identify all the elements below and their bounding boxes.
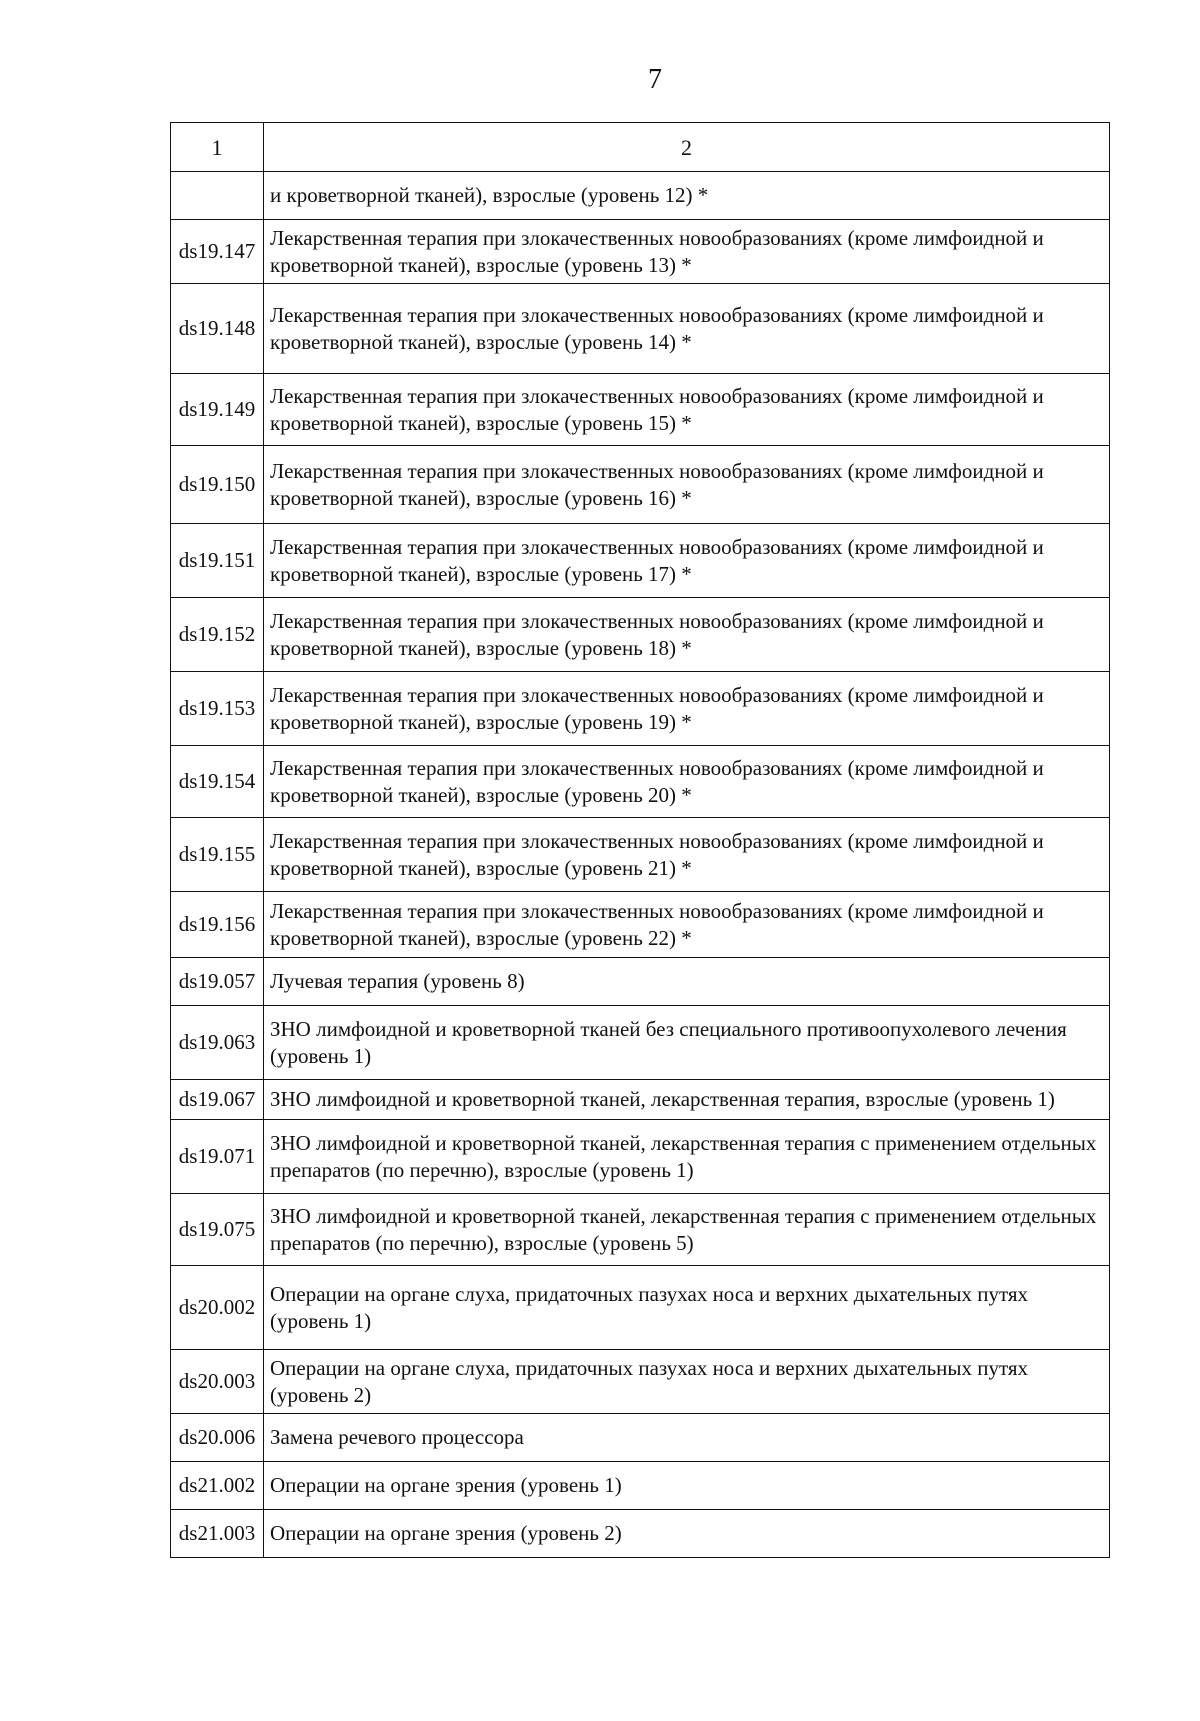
row-code — [171, 172, 264, 220]
row-code: ds19.154 — [171, 746, 264, 818]
row-code: ds19.067 — [171, 1080, 264, 1120]
table-row — [171, 284, 1110, 374]
row-text: Лучевая терапия (уровень 8) — [264, 958, 1110, 1006]
row-text: Лекарственная терапия при злокачественных новообразованиях (кроме лимфоидной и кроветворной тканей), взрослые (уровень 20) * — [264, 746, 1110, 818]
row-text: Лекарственная терапия при злокачественных новообразованиях (кроме лимфоидной и кроветворной тканей), взрослые (уровень 19) * — [264, 672, 1110, 746]
row-code: ds19.057 — [171, 958, 264, 1006]
row-code: ds19.155 — [171, 818, 264, 892]
table-row — [171, 1462, 1110, 1510]
column-header-1: 1 — [171, 123, 264, 172]
row-text: и кроветворной тканей), взрослые (уровень 12) * — [264, 172, 1110, 220]
table-row — [171, 1266, 1110, 1350]
row-text: Лекарственная терапия при злокачественных новообразованиях (кроме лимфоидной и кроветворной тканей), взрослые (уровень 13) * — [264, 220, 1110, 284]
row-text: Лекарственная терапия при злокачественных новообразованиях (кроме лимфоидной и кроветворной тканей), взрослые (уровень 17) * — [264, 524, 1110, 598]
table-row — [171, 1194, 1110, 1266]
row-text: Лекарственная терапия при злокачественных новообразованиях (кроме лимфоидной и кроветворной тканей), взрослые (уровень 14) * — [264, 284, 1110, 374]
table-row — [171, 958, 1110, 1006]
column-header-2: 2 — [264, 123, 1110, 172]
table-row — [171, 1006, 1110, 1080]
row-code: ds21.002 — [171, 1462, 264, 1510]
row-text: Лекарственная терапия при злокачественных новообразованиях (кроме лимфоидной и кроветворной тканей), взрослые (уровень 18) * — [264, 598, 1110, 672]
row-text: Лекарственная терапия при злокачественных новообразованиях (кроме лимфоидной и кроветворной тканей), взрослые (уровень 16) * — [264, 446, 1110, 524]
row-code: ds19.147 — [171, 220, 264, 284]
row-text: Лекарственная терапия при злокачественных новообразованиях (кроме лимфоидной и кроветворной тканей), взрослые (уровень 15) * — [264, 374, 1110, 446]
table-row — [171, 1120, 1110, 1194]
row-code: ds20.006 — [171, 1414, 264, 1462]
page-number: 7 — [648, 64, 662, 95]
row-code: ds19.153 — [171, 672, 264, 746]
row-code: ds19.156 — [171, 892, 264, 958]
row-code: ds19.149 — [171, 374, 264, 446]
row-code: ds19.151 — [171, 524, 264, 598]
table-row — [171, 1414, 1110, 1462]
table-row — [171, 172, 1110, 220]
row-text: Операции на органе зрения (уровень 1) — [264, 1462, 1110, 1510]
row-code: ds21.003 — [171, 1510, 264, 1558]
table-row — [171, 892, 1110, 958]
row-text: Операции на органе слуха, придаточных пазухах носа и верхних дыхательных путях (уровень 1) — [264, 1266, 1110, 1350]
tariff-table — [170, 122, 1110, 1558]
row-code: ds20.003 — [171, 1350, 264, 1414]
table-row — [171, 220, 1110, 284]
table-row — [171, 524, 1110, 598]
table-row — [171, 1080, 1110, 1120]
row-text: ЗНО лимфоидной и кроветворной тканей без специального противоопухолевого лечения (уровень 1) — [264, 1006, 1110, 1080]
table-row — [171, 672, 1110, 746]
row-text: Замена речевого процессора — [264, 1414, 1110, 1462]
table-row — [171, 598, 1110, 672]
row-text: Операции на органе зрения (уровень 2) — [264, 1510, 1110, 1558]
row-code: ds19.152 — [171, 598, 264, 672]
table-row — [171, 818, 1110, 892]
table-row — [171, 1350, 1110, 1414]
table-row — [171, 374, 1110, 446]
table-row — [171, 1510, 1110, 1558]
row-text: ЗНО лимфоидной и кроветворной тканей, лекарственная терапия с применением отдельных препаратов (по перечню), взрослые (уровень 1) — [264, 1120, 1110, 1194]
row-code: ds20.002 — [171, 1266, 264, 1350]
row-text: Лекарственная терапия при злокачественных новообразованиях (кроме лимфоидной и кроветворной тканей), взрослые (уровень 22) * — [264, 892, 1110, 958]
row-code: ds19.148 — [171, 284, 264, 374]
row-code: ds19.063 — [171, 1006, 264, 1080]
row-code: ds19.071 — [171, 1120, 264, 1194]
table-row — [171, 746, 1110, 818]
row-code: ds19.075 — [171, 1194, 264, 1266]
row-text: ЗНО лимфоидной и кроветворной тканей, лекарственная терапия, взрослые (уровень 1) — [264, 1080, 1110, 1120]
table-row — [171, 446, 1110, 524]
row-code: ds19.150 — [171, 446, 264, 524]
row-text: ЗНО лимфоидной и кроветворной тканей, лекарственная терапия с применением отдельных препаратов (по перечню), взрослые (уровень 5) — [264, 1194, 1110, 1266]
row-text: Лекарственная терапия при злокачественных новообразованиях (кроме лимфоидной и кроветворной тканей), взрослые (уровень 21) * — [264, 818, 1110, 892]
row-text: Операции на органе слуха, придаточных пазухах носа и верхних дыхательных путях (уровень 2) — [264, 1350, 1110, 1414]
table-header-row — [171, 123, 1110, 172]
